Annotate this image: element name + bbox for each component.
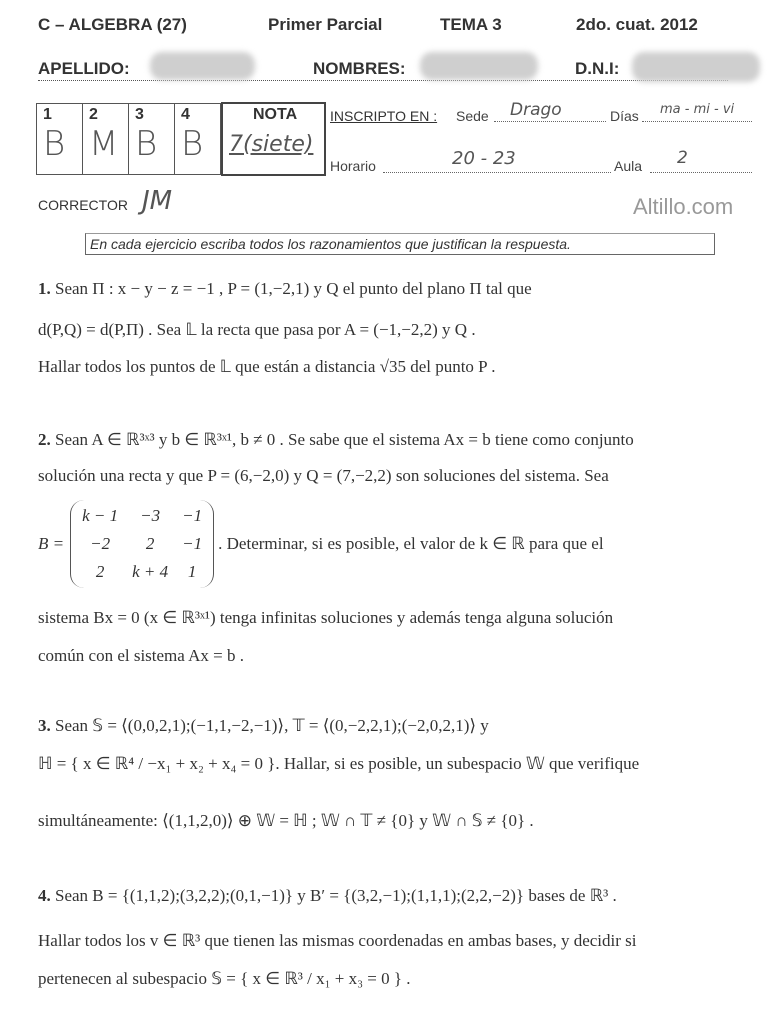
grade-cell-4 — [174, 103, 221, 175]
question-number: 3. — [38, 716, 51, 735]
question-3-line-1 — [38, 716, 489, 736]
matrix-entry: −2 — [90, 534, 111, 553]
question-text: Sean Π : x − y − z = −1 , P = (1,−2,1) y Q el punto del plano Π tal que — [55, 279, 532, 298]
student-dotted-line — [38, 80, 728, 81]
instruction-box: En cada ejercicio escriba todos los razonamientos que justifican la respuesta. — [85, 233, 715, 255]
grade-cell-2 — [82, 103, 129, 175]
dias-value: ma - mi - vi — [660, 102, 735, 117]
matrix-entry: 2 — [145, 534, 155, 553]
grade-cell-3 — [128, 103, 175, 175]
question-text: Sean B = {(1,1,2);(3,2,2);(0,1,−1)} y B′ = {(3,2,−1);(1,1,1);(2,2,−2)} bases de ℝ³ . — [55, 886, 617, 905]
redacted-apellido — [150, 52, 255, 80]
question-number: 2. — [38, 430, 51, 449]
dias-label: Días — [610, 108, 639, 124]
horario-dots — [383, 172, 611, 173]
grade-value: B — [181, 124, 204, 164]
grade-cell-1 — [36, 103, 83, 175]
question-4-line-1 — [38, 886, 617, 906]
nota-cell — [221, 102, 326, 176]
question-text: Sean 𝕊 = ⟨(0,0,2,1);(−1,1,−2,−1)⟩, 𝕋 = ⟨(0,−2,2,1);(−2,0,2,1)⟩ y — [55, 716, 489, 735]
inscripto-label: INSCRIPTO EN : — [330, 108, 438, 124]
matrix-label: B = — [38, 534, 65, 553]
grade-number: 4 — [181, 106, 190, 123]
nota-label: NOTA — [253, 106, 298, 123]
term-label: 2do. cuat. 2012 — [576, 15, 698, 34]
sede-dots — [494, 121, 606, 122]
question-2-after-matrix: . Determinar, si es posible, el valor de k ∈ ℝ para que el — [218, 534, 604, 553]
matrix-row — [38, 500, 604, 588]
sede-label: Sede — [456, 108, 489, 124]
corrector-value: JM — [142, 186, 173, 216]
question-4-line-2: Hallar todos los v ∈ ℝ³ que tienen las mismas coordenadas en ambas bases, y decidir si — [38, 931, 637, 950]
question-number: 4. — [38, 886, 51, 905]
horario-value: 20 - 23 — [452, 148, 516, 169]
question-3-line-3: simultáneamente: ⟨(1,1,2,0)⟩ ⊕ 𝕎 = ℍ ; 𝕎 ∩ 𝕋 ≠ {0} y 𝕎 ∩ 𝕊 ≠ {0} . — [38, 811, 534, 830]
nombres-label: NOMBRES: — [313, 59, 406, 78]
matrix-b — [70, 500, 214, 588]
redacted-dni — [632, 52, 760, 82]
question-2-line-4: común con el sistema Ax = b . — [38, 646, 245, 665]
dias-dots — [642, 121, 752, 122]
grade-value: M — [89, 124, 119, 164]
dni-label: D.N.I: — [575, 59, 620, 78]
grade-value: B — [135, 124, 158, 164]
question-1-line-3: Hallar todos los puntos de 𝕃 que están a distancia √35 del punto P . — [38, 357, 496, 376]
aula-dots — [650, 172, 752, 173]
altillo-watermark: Altillo.com — [633, 194, 734, 219]
nota-value: 7(siete) — [229, 132, 314, 157]
matrix-entry: −3 — [140, 506, 161, 525]
grade-number: 2 — [89, 106, 98, 123]
question-2-line-2: solución una recta y que P = (6,−2,0) y Q = (7,−2,2) son soluciones del sistema. Sea — [38, 466, 609, 485]
tema-label: TEMA 3 — [440, 15, 502, 34]
question-1-line-2: d(P,Q) = d(P,Π) . Sea 𝕃 la recta que pasa por A = (−1,−2,2) y Q . — [38, 320, 476, 339]
horario-label: Horario — [330, 158, 376, 174]
aula-label: Aula — [614, 158, 643, 174]
question-4-line-3: pertenecen al subespacio 𝕊 = { x ∈ ℝ³ / x₁ + x₃ = 0 } . — [38, 969, 411, 988]
matrix-entry: 1 — [187, 562, 197, 581]
question-2-line-3: sistema Bx = 0 (x ∈ ℝ³ˣ¹) tenga infinitas soluciones y además tenga alguna solución — [38, 608, 614, 627]
question-3-line-2: ℍ = { x ∈ ℝ⁴ / −x₁ + x₂ + x₄ = 0 }. Hallar, si es posible, un subespacio 𝕎 que verifique — [38, 754, 640, 773]
course-title: C – ALGEBRA (27) — [38, 15, 187, 34]
redacted-nombres — [420, 52, 538, 80]
matrix-entry: −1 — [182, 534, 203, 553]
apellido-label: APELLIDO: — [38, 59, 130, 78]
question-number: 1. — [38, 279, 51, 298]
matrix-entry: 2 — [95, 562, 105, 581]
question-1-line-1 — [38, 279, 532, 299]
grade-number: 1 — [43, 106, 52, 123]
grade-value: B — [43, 124, 66, 164]
exam-title: Primer Parcial — [268, 15, 383, 34]
question-2-line-1 — [38, 430, 634, 450]
sede-value: Drago — [510, 100, 562, 120]
question-text: Sean A ∈ ℝ³ˣ³ y b ∈ ℝ³ˣ¹, b ≠ 0 . Se sabe que el sistema Ax = b tiene como conjunto — [55, 430, 634, 449]
aula-value: 2 — [677, 148, 688, 168]
matrix-entry: k + 4 — [132, 562, 169, 581]
grade-number: 3 — [135, 106, 144, 123]
corrector-label: CORRECTOR — [38, 197, 128, 213]
matrix-entry: k − 1 — [82, 506, 119, 525]
matrix-entry: −1 — [182, 506, 203, 525]
